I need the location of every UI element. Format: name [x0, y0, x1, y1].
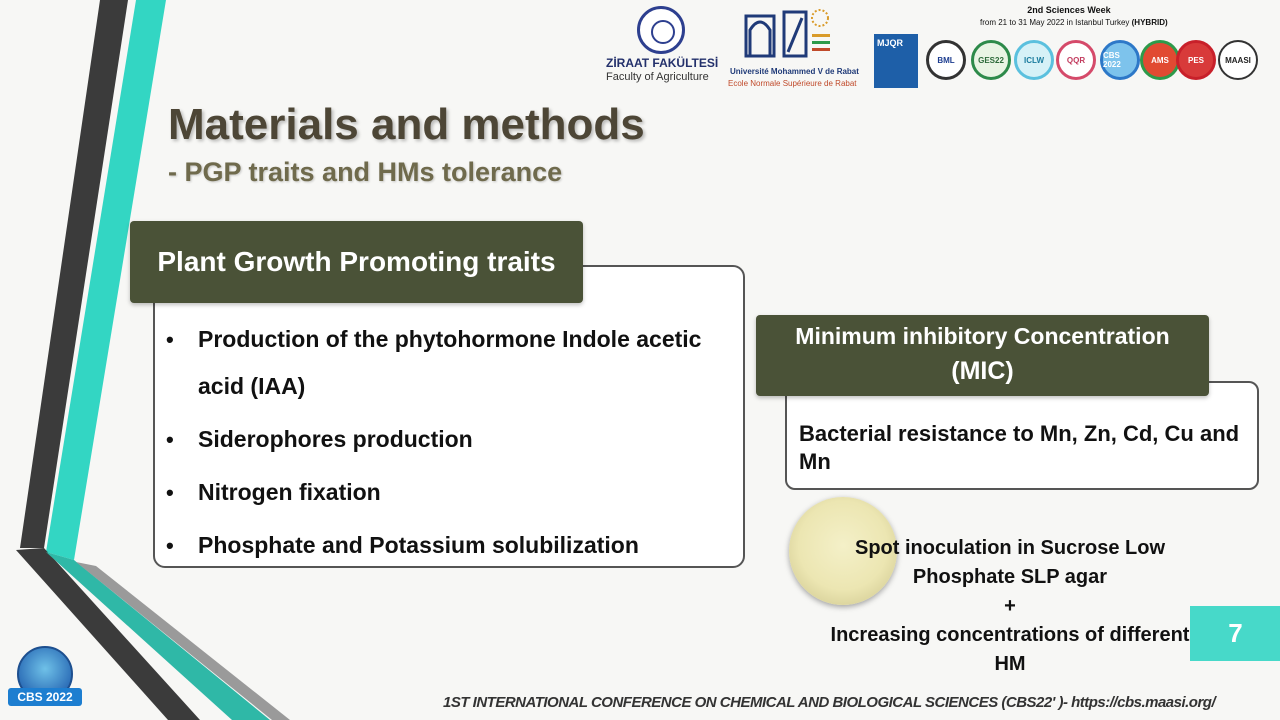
slide-subtitle: - PGP traits and HMs tolerance [168, 157, 563, 187]
mic-heading-line2: (MIC) [951, 357, 1014, 385]
mic-heading [756, 315, 1209, 396]
university-seal-logo [637, 6, 685, 54]
event-dates: from 21 to 31 May 2022 in Istanbul Turkey (HYBRID) [980, 18, 1168, 27]
cbs-conference-logo [8, 646, 82, 706]
list-item: • Nitrogen fixation [166, 469, 736, 516]
umv-logo [744, 6, 834, 62]
university-name: Université Mohammed V de Rabat [730, 67, 859, 76]
list-item: • Production of the phytohormone Indole acetic acid (IAA) [166, 316, 736, 410]
spot-line1: Spot inoculation in Sucrose Low Phosphate SLP agar [854, 537, 1165, 588]
event-title: 2nd Sciences Week [1027, 5, 1111, 15]
sponsor-logo-iclw: ICLW [1014, 40, 1054, 80]
pgp-traits-heading: Plant Growth Promoting traits [130, 221, 583, 303]
spot-line2: Increasing concentrations of different HM [830, 624, 1190, 675]
sponsor-logo-cbs: CBS 2022 [1100, 40, 1140, 80]
sponsor-logo-mjqr: MJQR [874, 34, 918, 88]
list-item: • Phosphate and Potassium solubilization [166, 522, 736, 569]
sponsor-logo-pes: PES [1176, 40, 1216, 80]
sponsor-logo-ams: AMS [1140, 40, 1180, 80]
list-item: • Siderophores production [166, 416, 736, 463]
mic-heading-line1: Minimum inhibitory Concentration [795, 323, 1170, 349]
faculty-name-en: Faculty of Agriculture [606, 71, 709, 83]
page-number: 7 [1190, 606, 1280, 661]
spot-plus: + [1004, 595, 1016, 617]
footer-conference-text: 1ST INTERNATIONAL CONFERENCE ON CHEMICAL AND BIOLOGICAL SCIENCES (CBS22' )- https://cbs.maasi.org/ [443, 694, 1216, 711]
spot-inoculation-text [820, 534, 1200, 679]
sponsor-logo-qqr: QQR [1056, 40, 1096, 80]
faculty-name-tr: ZİRAAT FAKÜLTESİ [606, 56, 719, 70]
cbs-logo-text: CBS 2022 [8, 688, 82, 706]
sponsor-logo-maasi: MAASI [1218, 40, 1258, 80]
pgp-traits-list [166, 316, 736, 575]
mic-description: Bacterial resistance to Mn, Zn, Cd, Cu and Mn [799, 421, 1240, 474]
school-name: Ecole Normale Supérieure de Rabat [728, 79, 857, 88]
sponsor-logo-bml: BML [926, 40, 966, 80]
slide-title: Materials and methods [168, 100, 645, 149]
sponsor-logos [874, 34, 1274, 90]
sponsor-logo-ges22: GES22 [971, 40, 1011, 80]
